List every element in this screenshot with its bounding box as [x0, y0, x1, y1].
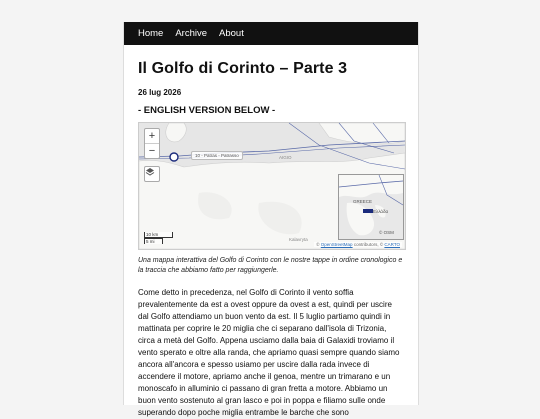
layers-button[interactable]: [144, 166, 160, 182]
nav-about-link[interactable]: About: [219, 28, 244, 39]
minimap-label-b: Ελλάδα: [373, 209, 389, 214]
scale-mi: 5 mi: [144, 238, 163, 244]
attribution-mid: contributors, ©: [352, 242, 385, 247]
map-attribution: [314, 242, 402, 247]
carto-link[interactable]: CARTO: [384, 242, 400, 247]
nav-archive-link[interactable]: Archive: [175, 28, 208, 39]
zoom-in-button[interactable]: +: [145, 129, 159, 144]
interactive-map[interactable]: [138, 122, 406, 250]
minimap-attribution: © OSM: [379, 230, 394, 235]
map-label-aigio: AIGIO: [279, 155, 292, 160]
layers-icon: [145, 167, 155, 177]
osm-link[interactable]: OpenStreetMap: [320, 242, 353, 247]
zoom-out-button[interactable]: −: [148, 145, 156, 157]
attribution-prefix: ©: [316, 242, 321, 247]
map-caption: Una mappa interattiva del Golfo di Corinto con le nostre tappe in ordine cronologico e la traccia che abbiamo fatto per raggiungerle.: [138, 257, 403, 274]
minimap-country-label: GREECE: [353, 199, 373, 204]
route-marker-icon[interactable]: [170, 153, 178, 161]
scale-km: 10 km: [144, 232, 173, 238]
zoom-control: [144, 128, 160, 159]
map-scale: [144, 232, 173, 244]
language-note: - ENGLISH VERSION BELOW -: [138, 105, 276, 116]
page-container: [123, 22, 419, 417]
post-body: Come detto in precedenza, nel Golfo di Corinto il vento soffia prevalentemente da est a ovest oppure da ovest a est, quindi per uscire dal Golfo attendiamo un buon vento da est. Il 5 luglio partiamo quindi in mattinata per coprire le 20 miglia che ci separano dall'isola di Trizonia, circa a metà del Golfo. Appena usciamo dalla baia di Galaxidi troviamo il vento sperato e oltre alla randa, che apriamo quasi sempre quando siamo ancora all'ancora e spesso usiamo per uscire dalla rada invece di accendere il motore, apriamo anche il genoa, mentre un trimarano e un monoscafo in alluminio ci passano di gran fretta a motore. Abbiamo un buon vento sostenuto al gran lasco e poi in poppa e filiamo sulle onde superando dopo poche miglia entrambe le barche che sono: [138, 288, 400, 417]
post-date: 26 lug 2026: [138, 88, 182, 97]
post-title: Il Golfo di Corinto – Parte 3: [138, 60, 348, 77]
map-label-kalavryta: Kalavryta: [289, 237, 308, 242]
post-content: [124, 60, 418, 419]
nav-home-link[interactable]: Home: [138, 28, 164, 39]
top-nav: [124, 22, 418, 45]
marker-tooltip: 10 - Patras - Patrasso: [191, 151, 243, 160]
minimap-inset[interactable]: [338, 174, 404, 240]
